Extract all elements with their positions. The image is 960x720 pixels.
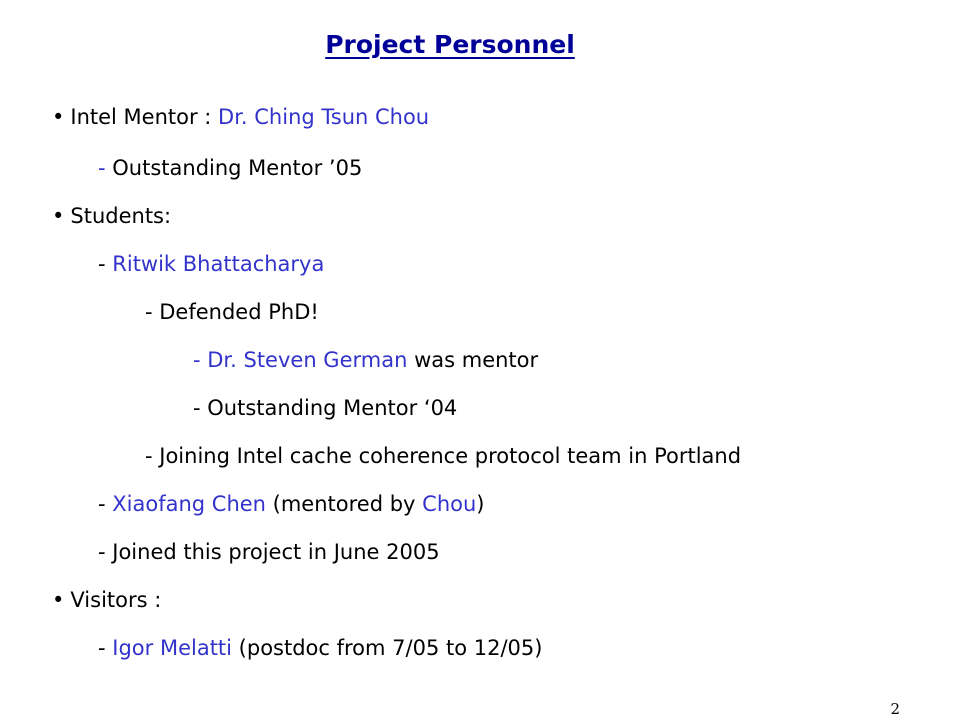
student1-award-line: - Outstanding Mentor ‘04 <box>193 396 458 420</box>
student2-end: ) <box>476 492 485 516</box>
bullet-icon: • <box>52 588 65 612</box>
mentor-line <box>52 104 429 130</box>
student2-mid: (mentored by <box>265 492 423 516</box>
slide-title: Project Personnel <box>325 30 575 59</box>
dash: - <box>98 492 113 516</box>
dash: - <box>98 636 113 660</box>
bullet-icon: • <box>52 105 65 129</box>
dash: - <box>98 252 113 276</box>
student1-line <box>98 251 324 277</box>
student1-name: Ritwik Bhattacharya <box>112 252 325 276</box>
visitor1-text: (postdoc from 7/05 to 12/05) <box>232 636 543 660</box>
mentor-award-text: Outstanding Mentor ’05 <box>112 156 363 180</box>
visitor1-name: Igor Melatti <box>112 636 232 660</box>
mentor-name: Dr. Ching Tsun Chou <box>218 105 430 129</box>
student1-phd-line: - Defended PhD! <box>145 300 319 324</box>
mentor-label: Intel Mentor : <box>70 105 219 129</box>
student1-joining-line: - Joining Intel cache coherence protocol team in Portland <box>145 444 742 468</box>
student2-joined-line: - Joined this project in June 2005 <box>98 540 440 564</box>
student1-mentor-line <box>193 347 538 373</box>
student2-line <box>98 491 485 517</box>
mentor-award-line <box>98 155 362 181</box>
students-label: Students: <box>70 204 172 228</box>
student2-mentor-name: Chou <box>422 492 477 516</box>
visitor1-line <box>98 635 542 661</box>
visitors-heading <box>52 587 161 613</box>
dash: - <box>193 348 208 372</box>
bullet-icon: • <box>52 204 65 228</box>
student1-mentor-name: Dr. Steven German <box>207 348 408 372</box>
page-number: 2 <box>890 700 900 718</box>
student1-mentor-text: was mentor <box>407 348 539 372</box>
dash: - <box>98 156 113 180</box>
students-heading <box>52 203 171 229</box>
student2-name: Xiaofang Chen <box>112 492 266 516</box>
visitors-label: Visitors : <box>70 588 162 612</box>
